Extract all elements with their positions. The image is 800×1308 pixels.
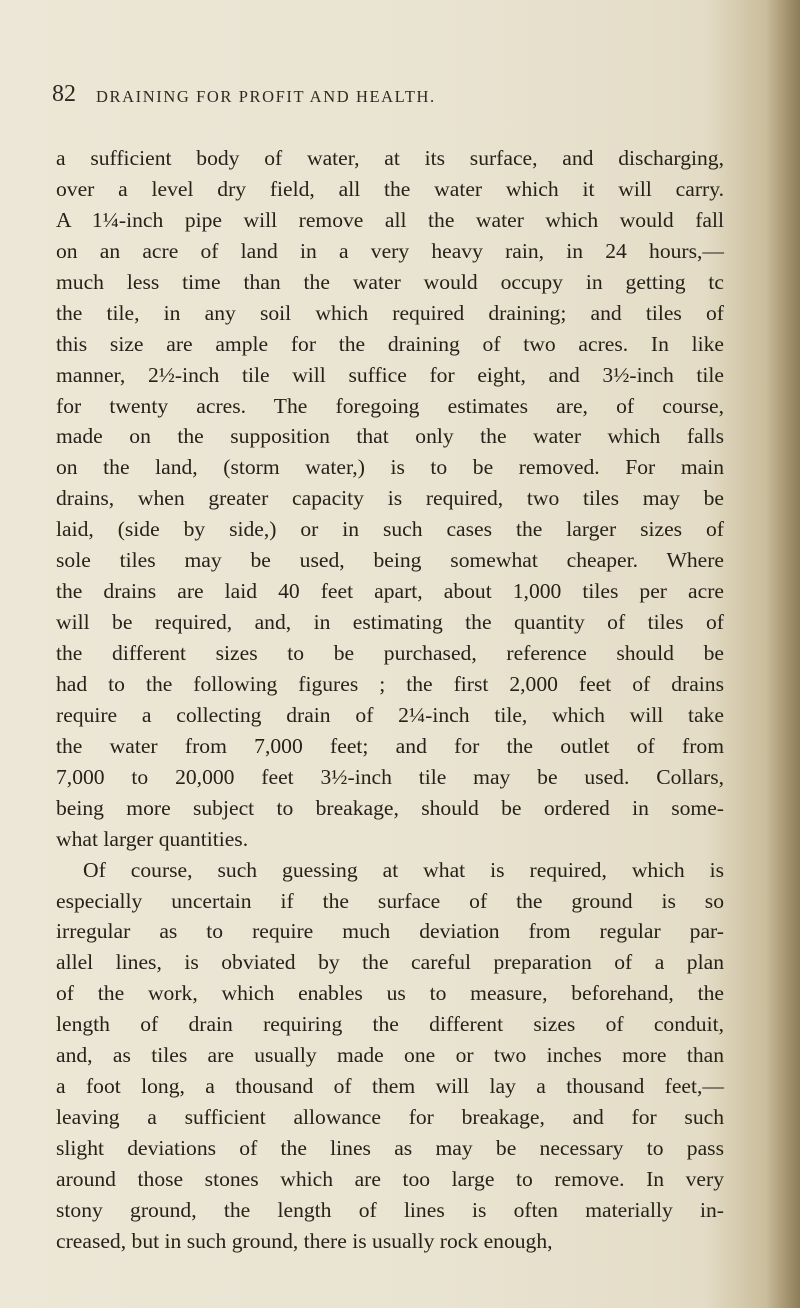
text-line: being more subject to breakage, should be ordered in some- <box>56 795 724 820</box>
text-line: drains, when greater capacity is required, two tiles may be <box>56 486 724 511</box>
text-line: for twenty acres. The foregoing estimates are, of course, <box>56 393 724 418</box>
paragraph-2 <box>56 855 724 1257</box>
text-line: especially uncertain if the surface of the ground is so <box>56 888 724 913</box>
text-line: slight deviations of the lines as may be necessary to pass <box>56 1136 724 1160</box>
text-line: allel lines, is obviated by the careful preparation of a plan <box>56 950 724 975</box>
text-line: A 1¼-inch pipe will remove all the water which would fall <box>56 207 724 232</box>
text-line: sole tiles may be used, being somewhat cheaper. Where <box>56 548 724 573</box>
text-line: on the land, (storm water,) is to be removed. For main <box>56 455 724 480</box>
text-line: the water from 7,000 feet; and for the outlet of from <box>56 733 724 758</box>
text-line: manner, 2½-inch tile will suffice for eight, and 3½-inch tile <box>56 362 724 387</box>
text-line: a sufficient body of water, at its surface, and discharging, <box>56 146 724 170</box>
running-title: DRAINING FOR PROFIT AND HEALTH. <box>96 87 436 106</box>
text-line: Of course, such guessing at what is required, which is <box>83 857 724 882</box>
text-line: irregular as to require much deviation from regular par- <box>56 919 724 944</box>
text-line: much less time than the water would occupy in getting tc <box>56 269 724 294</box>
running-head <box>52 82 692 118</box>
text-line: had to the following figures ; the first 2,000 feet of drains <box>56 671 724 696</box>
text-line: the different sizes to be purchased, reference should be <box>56 641 724 665</box>
page-edge-shadow <box>766 0 800 1308</box>
text-line: what larger quantities. <box>56 826 249 851</box>
text-line: on an acre of land in a very heavy rain, in 24 hours,— <box>56 238 724 263</box>
text-line: 7,000 to 20,000 feet 3½-inch tile may be used. Collars, <box>56 764 724 789</box>
text-line: the tile, in any soil which required draining; and tiles of <box>56 300 724 325</box>
text-line: around those stones which are too large to remove. In very <box>56 1166 724 1191</box>
text-line: the drains are laid 40 feet apart, about 1,000 tiles per acre <box>56 579 724 604</box>
text-line: this size are ample for the draining of two acres. In like <box>56 331 724 356</box>
text-line: over a level dry field, all the water which it will carry. <box>56 176 724 201</box>
text-line: laid, (side by side,) or in such cases the larger sizes of <box>56 517 724 542</box>
paragraph-1 <box>56 143 724 855</box>
text-line: and, as tiles are usually made one or two inches more than <box>56 1043 724 1068</box>
text-line: will be required, and, in estimating the quantity of tiles of <box>56 610 724 635</box>
text-line: of the work, which enables us to measure, beforehand, the <box>56 981 724 1006</box>
text-line: creased, but in such ground, there is usually rock enough, <box>56 1228 553 1253</box>
text-line: length of drain requiring the different sizes of conduit, <box>56 1012 724 1037</box>
text-line: stony ground, the length of lines is often materially in- <box>56 1197 724 1222</box>
page-number: 82 <box>52 81 76 107</box>
body-text <box>56 143 724 1257</box>
text-line: made on the supposition that only the water which falls <box>56 424 724 449</box>
text-line: leaving a sufficient allowance for breakage, and for such <box>56 1105 724 1130</box>
text-line: a foot long, a thousand of them will lay a thousand feet,— <box>56 1074 724 1099</box>
text-line: require a collecting drain of 2¼-inch tile, which will take <box>56 702 724 727</box>
